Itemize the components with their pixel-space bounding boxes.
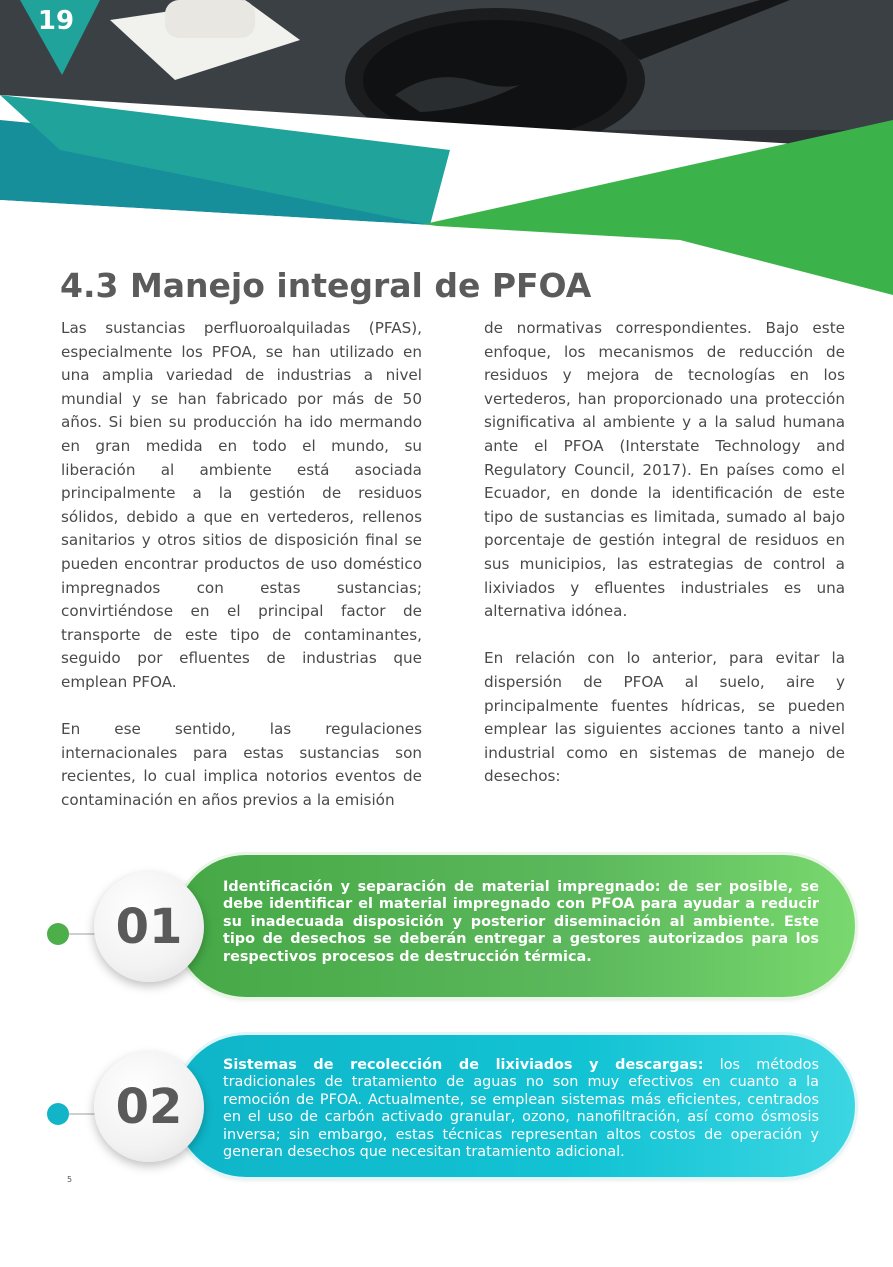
- paragraph: de normativas correspondientes. Bajo este enfoque, los mecanismos de reducción de residuos y mejora de tecnologías en los vertederos, han proporcionado una protección significativa al ambiente y a la salud humana ante el PFOA (Interstate Technology and Regulatory Council, 2017). En países como el Ecuador, en donde la identificación de este tipo de sustancias es limitada, sumado al bajo porcentaje de gestión integral de residuos en sus municipios, las estrategias de control a lixiviados y efluentes industriales es una alternativa idónea.: [484, 319, 845, 621]
- paragraph: En relación con lo anterior, para evitar la dispersión de PFOA al suelo, aire y principalmente fuentes hídricas, se pueden emplear las siguientes acciones tanto a nivel industrial como en sistemas de manejo de desechos:: [484, 649, 845, 786]
- right-column: [484, 317, 845, 812]
- header-banner-shapes: [0, 0, 893, 300]
- connector-line: [69, 1113, 96, 1115]
- paragraph: Las sustancias perfluoroalquiladas (PFAS), especialmente los PFOA, se han utilizado en una amplia variedad de industrias a nivel mundial y se han fabricado por más de 50 años. Si bien su producción ha ido mermando en gran medida en todo el mundo, su liberación al ambiente está asociada principalmente a la gestión de residuos sólidos, debido a que en vertederos, rellenos sanitarios y otros sitios de disposición final se pueden encontrar productos de uso doméstico impregnados con estas sustancias; convirtiéndose en el principal factor de transporte de este tipo de contaminantes, seguido por efluentes de industrias que emplean PFOA.: [61, 319, 422, 691]
- number-circle: [94, 1052, 204, 1162]
- connector-line: [69, 933, 96, 935]
- page-number: 19: [37, 6, 75, 36]
- bullet-dot: [47, 1103, 69, 1125]
- bullet-dot: [47, 923, 69, 945]
- action-item-01: [0, 853, 893, 1003]
- number-circle: [94, 872, 204, 982]
- action-number: 02: [115, 1079, 183, 1135]
- action-text: [223, 1057, 819, 1161]
- paragraph: En ese sentido, las regulaciones internacionales para estas sustancias son recientes, lo cual implica notorios eventos de contaminación en años previos a la emisión: [61, 720, 422, 809]
- left-column: [61, 317, 422, 836]
- action-body: los métodos tradicionales de tratamiento de aguas no son muy efectivos en cuanto a la remoción de PFOA. Actualmente, se emplean sistemas más eficientes, centrados en el uso de carbón activado granular, ozono, nanofiltración, así como ósmosis inversa; sin embargo, estas técnicas representan altos costos de operación y generan desechos que necesitan tratamiento adicional.: [223, 1057, 819, 1161]
- action-item-02: [0, 1033, 893, 1183]
- section-title: 4.3 Manejo integral de PFOA: [60, 266, 592, 305]
- action-lead: Sistemas de recolección de lixiviados y descargas:: [223, 1057, 704, 1073]
- action-number: 01: [115, 899, 183, 955]
- action-text: Identificación y separación de material impregnado: de ser posible, se debe identificar el material impregnado con PFOA para ayudar a reducir su inadecuada disposición y posterior diseminación al ambiente. Este tipo de desechos se deberán entregar a gestores autorizados para los respectivos procesos de destrucción térmica.: [223, 879, 819, 965]
- footnote: 5: [67, 1175, 73, 1184]
